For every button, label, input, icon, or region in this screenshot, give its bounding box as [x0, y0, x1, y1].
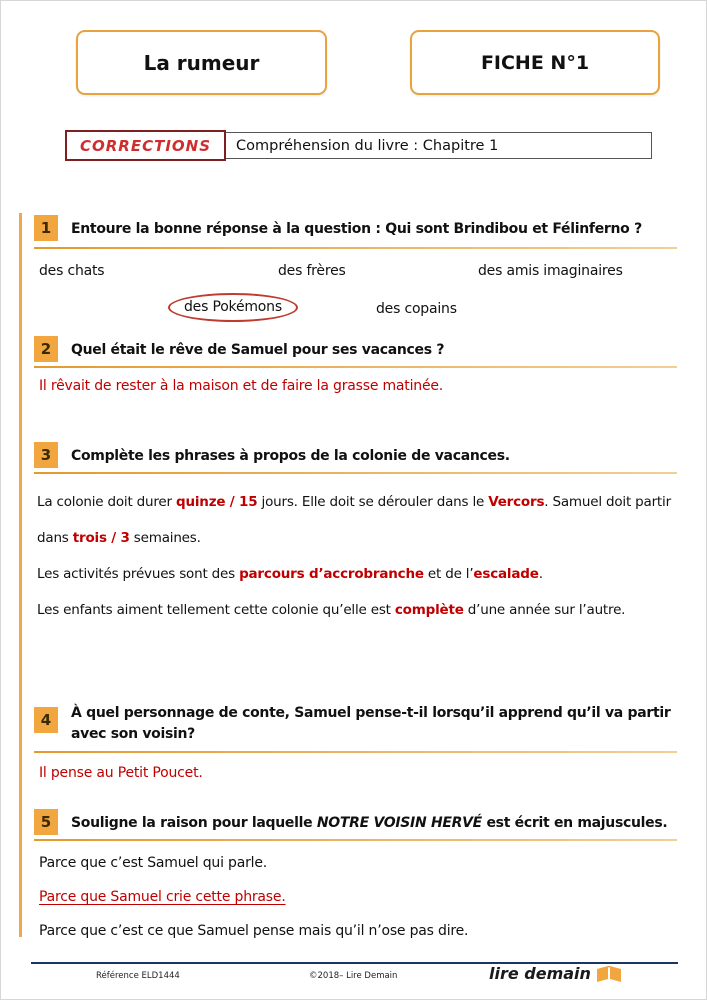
open-book-icon: [596, 965, 622, 983]
question-heading: [71, 813, 676, 834]
question-number: 2: [34, 336, 58, 362]
left-accent-bar: [19, 213, 22, 937]
text-segment: Les enfants aiment tellement cette colonie qu’elle est: [37, 602, 395, 618]
answer-text: Il rêvait de rester à la maison et de faire la grasse matinée.: [39, 378, 444, 394]
text-segment: et de l’: [423, 566, 474, 582]
book-title-box: [76, 30, 327, 95]
answer-option: des amis imaginaires: [478, 263, 623, 279]
fill-in-paragraph: [37, 484, 683, 556]
answer-option: des chats: [39, 263, 105, 279]
text-segment: NOTRE VOISIN HERVÉ: [316, 815, 482, 831]
heading-underline: [34, 366, 677, 368]
text-segment: Vercors: [488, 494, 545, 510]
question-heading: Complète les phrases à propos de la colonie de vacances.: [71, 448, 510, 464]
publisher-logo: [489, 964, 622, 983]
corrections-badge: CORRECTIONS: [65, 130, 226, 161]
section-title: Compréhension du livre : Chapitre 1: [236, 137, 499, 154]
text-segment: d’une année sur l’autre.: [463, 602, 626, 618]
fill-in-paragraph: [37, 592, 683, 628]
question-heading: Quel était le rêve de Samuel pour ses vacances ?: [71, 342, 445, 358]
heading-underline: [34, 472, 677, 474]
question-heading: Entoure la bonne réponse à la question : Qui sont Brindibou et Félinferno ?: [71, 221, 642, 237]
answer-option: Parce que c’est ce que Samuel pense mais qu’il n’ose pas dire.: [39, 923, 469, 939]
text-segment: jours. Elle doit se dérouler dans le: [257, 494, 489, 510]
answer-option: des Pokémons: [184, 299, 282, 315]
answer-circle: [168, 293, 298, 322]
text-segment: complète: [394, 602, 464, 618]
text-segment: Les activités prévues sont des: [37, 566, 240, 582]
footer-reference: Référence ELD1444: [96, 971, 180, 981]
text-segment: est écrit en majuscules.: [481, 815, 668, 831]
text-segment: parcours d’accrobranche: [239, 566, 424, 582]
section-header: [66, 132, 652, 159]
sheet-number-box: [410, 30, 660, 95]
circled-answer: [168, 293, 298, 322]
text-segment: trois / 3: [72, 530, 130, 546]
question-number: 4: [34, 707, 58, 733]
fill-in-text: [37, 484, 683, 628]
question-number: 3: [34, 442, 58, 468]
question-heading: À quel personnage de conte, Samuel pense-t-il lorsqu’il apprend qu’il va partir avec son voisin?: [71, 705, 671, 742]
heading-underline: [34, 247, 677, 249]
answer-option: des copains: [376, 301, 457, 317]
text-segment: Souligne la raison pour laquelle: [71, 815, 317, 831]
question-number: 5: [34, 809, 58, 835]
footer-copyright: ©2018– Lire Demain: [309, 971, 398, 981]
question-number: 1: [34, 215, 58, 241]
text-segment: semaines.: [129, 530, 201, 546]
text-segment: . Samuel doit partir dans: [37, 494, 671, 546]
heading-underline: [34, 751, 677, 753]
text-segment: .: [538, 566, 543, 582]
answer-option: des frères: [278, 263, 346, 279]
publisher-logo-text: lire demain: [489, 964, 591, 983]
fill-in-paragraph: [37, 556, 683, 592]
text-segment: quinze / 15: [175, 494, 258, 510]
text-segment: La colonie doit durer: [37, 494, 176, 510]
sheet-number: FICHE N°1: [480, 51, 590, 74]
text-segment: escalade: [473, 566, 539, 582]
underlined-answer: Parce que Samuel crie cette phrase.: [39, 889, 286, 905]
book-title: La rumeur: [143, 50, 260, 75]
answer-option: Parce que c’est Samuel qui parle.: [39, 855, 268, 871]
answer-text: Il pense au Petit Poucet.: [39, 765, 203, 781]
heading-underline: [34, 839, 677, 841]
